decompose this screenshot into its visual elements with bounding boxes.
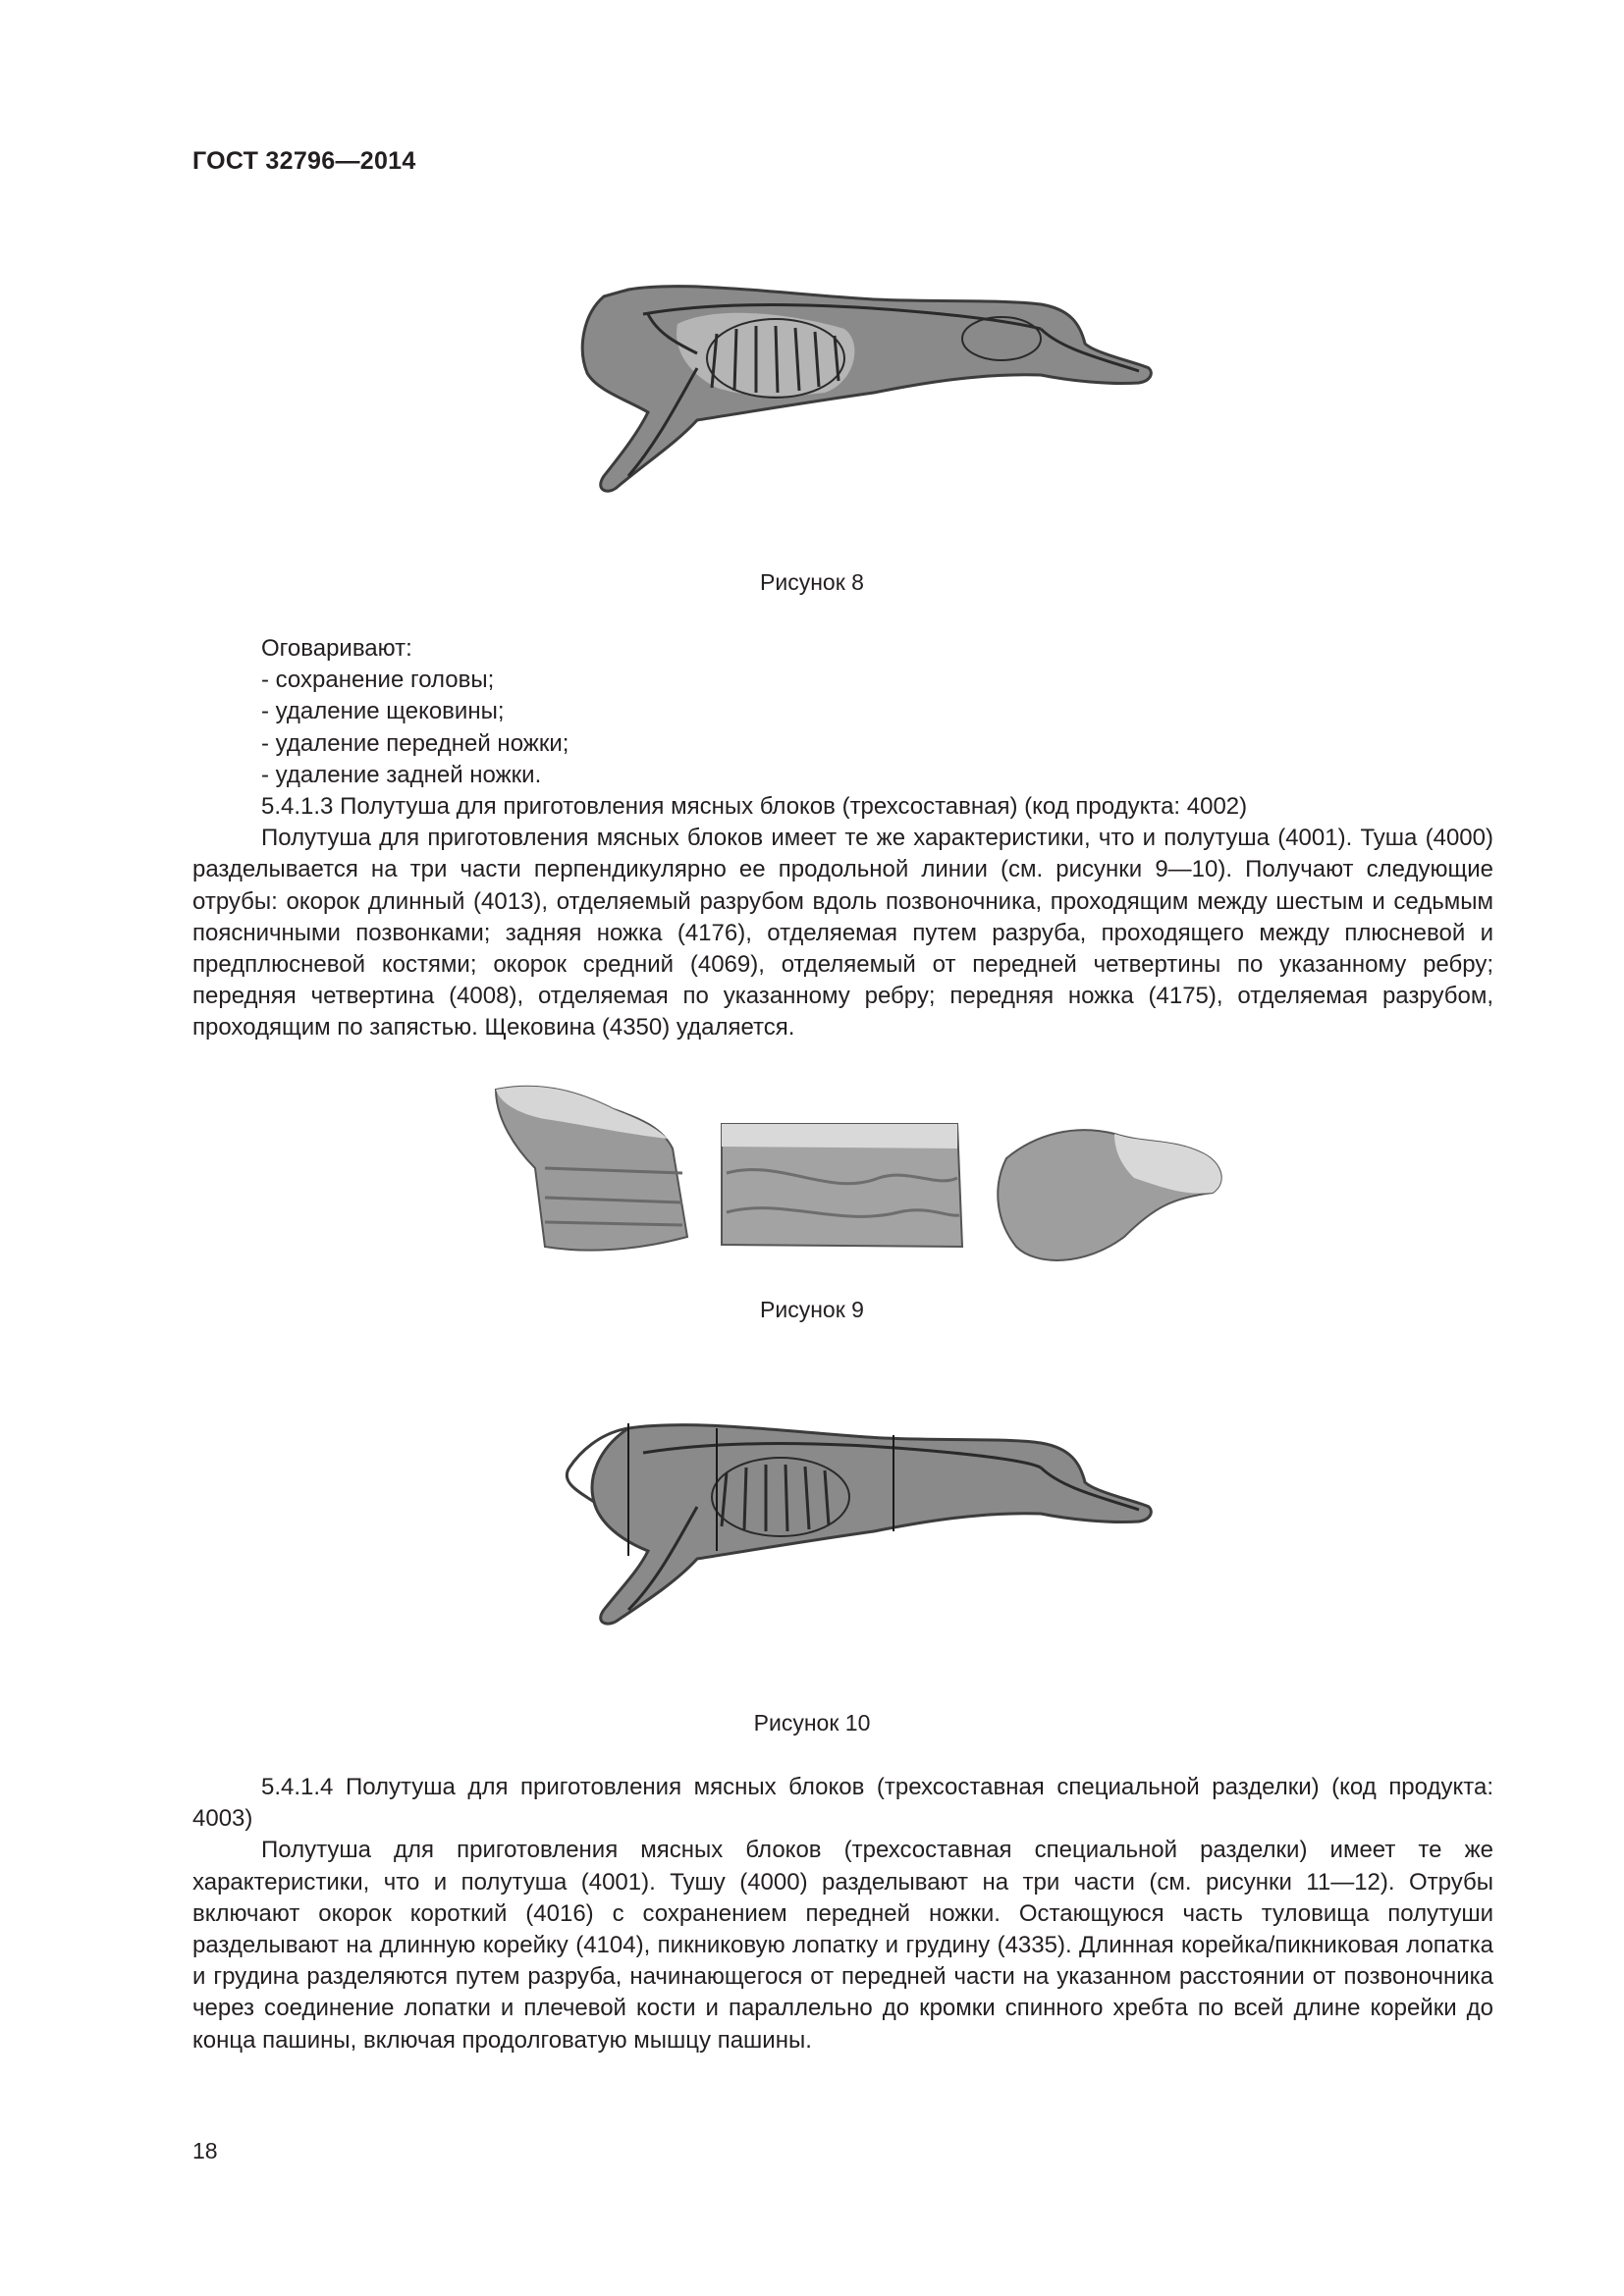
figure-8-caption: Рисунок 8 [760, 569, 864, 595]
cut-ham [998, 1130, 1220, 1260]
list-item: - удаление щековины; [261, 698, 505, 725]
section-5413-heading: 5.4.1.3 Полутуша для приготовления мясных блоков (трехсоставная) (код продукта: 4002) [261, 793, 1248, 820]
cut-front-quarter [496, 1087, 687, 1251]
cut-middle-loin [722, 1124, 962, 1247]
section-5413 [192, 791, 1493, 1044]
standard-header: ГОСТ 32796—2014 [192, 147, 416, 175]
figure-9-caption: Рисунок 9 [760, 1297, 864, 1322]
page-number: 18 [192, 2138, 218, 2163]
section-5413-body: Полутуша для приготовления мясных блоков имеет те же характеристики, что и полутуша (4001). Туша (4000) разделывается на три части перпендикулярно ее продольной линии (см. рисунки 9—10). Получают следующие отрубы: окорок длинный (4013), отделяемый разрубом вдоль позвоночника, проходящим между шестым и седьмым поясничными позвонками; задняя ножка (4176), отделяемая путем разруба, проходящего между плюсневой и предплюсневой костями; окорок средний (4069), отделяемый от передней четвертины по указанному ребру; передняя четвертина (4008), отделяемая по указанному ребру; передняя ножка (4175), отделяемая разрубом, проходящим по запястью. Щековина (4350) удаляется. [192, 825, 1493, 1041]
section-5414 [192, 1772, 1493, 2056]
section-5414-body: Полутуша для приготовления мясных блоков (трехсоставная специальной разделки) имеет те же характеристики, что и полутуша (4001). Тушу (4000) разделывают на три части (см. рисунки 11—12). Отрубы включают окорок короткий (4016) с сохранением передней ножки. Остающуюся часть туловища полутуши разделывают на длинную корейку (4104), пикниковую лопатку и грудину (4335). Длинная корейка/пикниковая лопатка и грудина разделяются путем разруба, начинающегося от передней части на указанном расстоянии от позвоночника через соединение лопатки и плечевой кости и параллельно до кромки спинного хребта по всей длине корейки до конца пашины, включая продолговатую мышцу пашины. [192, 1837, 1493, 2054]
agreement-list [261, 633, 568, 791]
list-item: - удаление задней ножки. [261, 761, 542, 788]
list-item: - сохранение головы; [261, 667, 495, 694]
list-item: - удаление передней ножки; [261, 729, 569, 757]
figure-10-caption: Рисунок 10 [753, 1710, 871, 1735]
agreement-intro: Оговаривают: [261, 635, 412, 662]
figure-10-carcass-image [560, 1414, 1159, 1629]
figure-9-cuts-image [486, 1080, 1232, 1276]
figure-8-carcass-image [550, 275, 1159, 501]
section-5414-heading: 5.4.1.4 Полутуша для приготовления мясных блоков (трехсоставная специальной разделки) (код продукта: 4003) [192, 1774, 1493, 1833]
